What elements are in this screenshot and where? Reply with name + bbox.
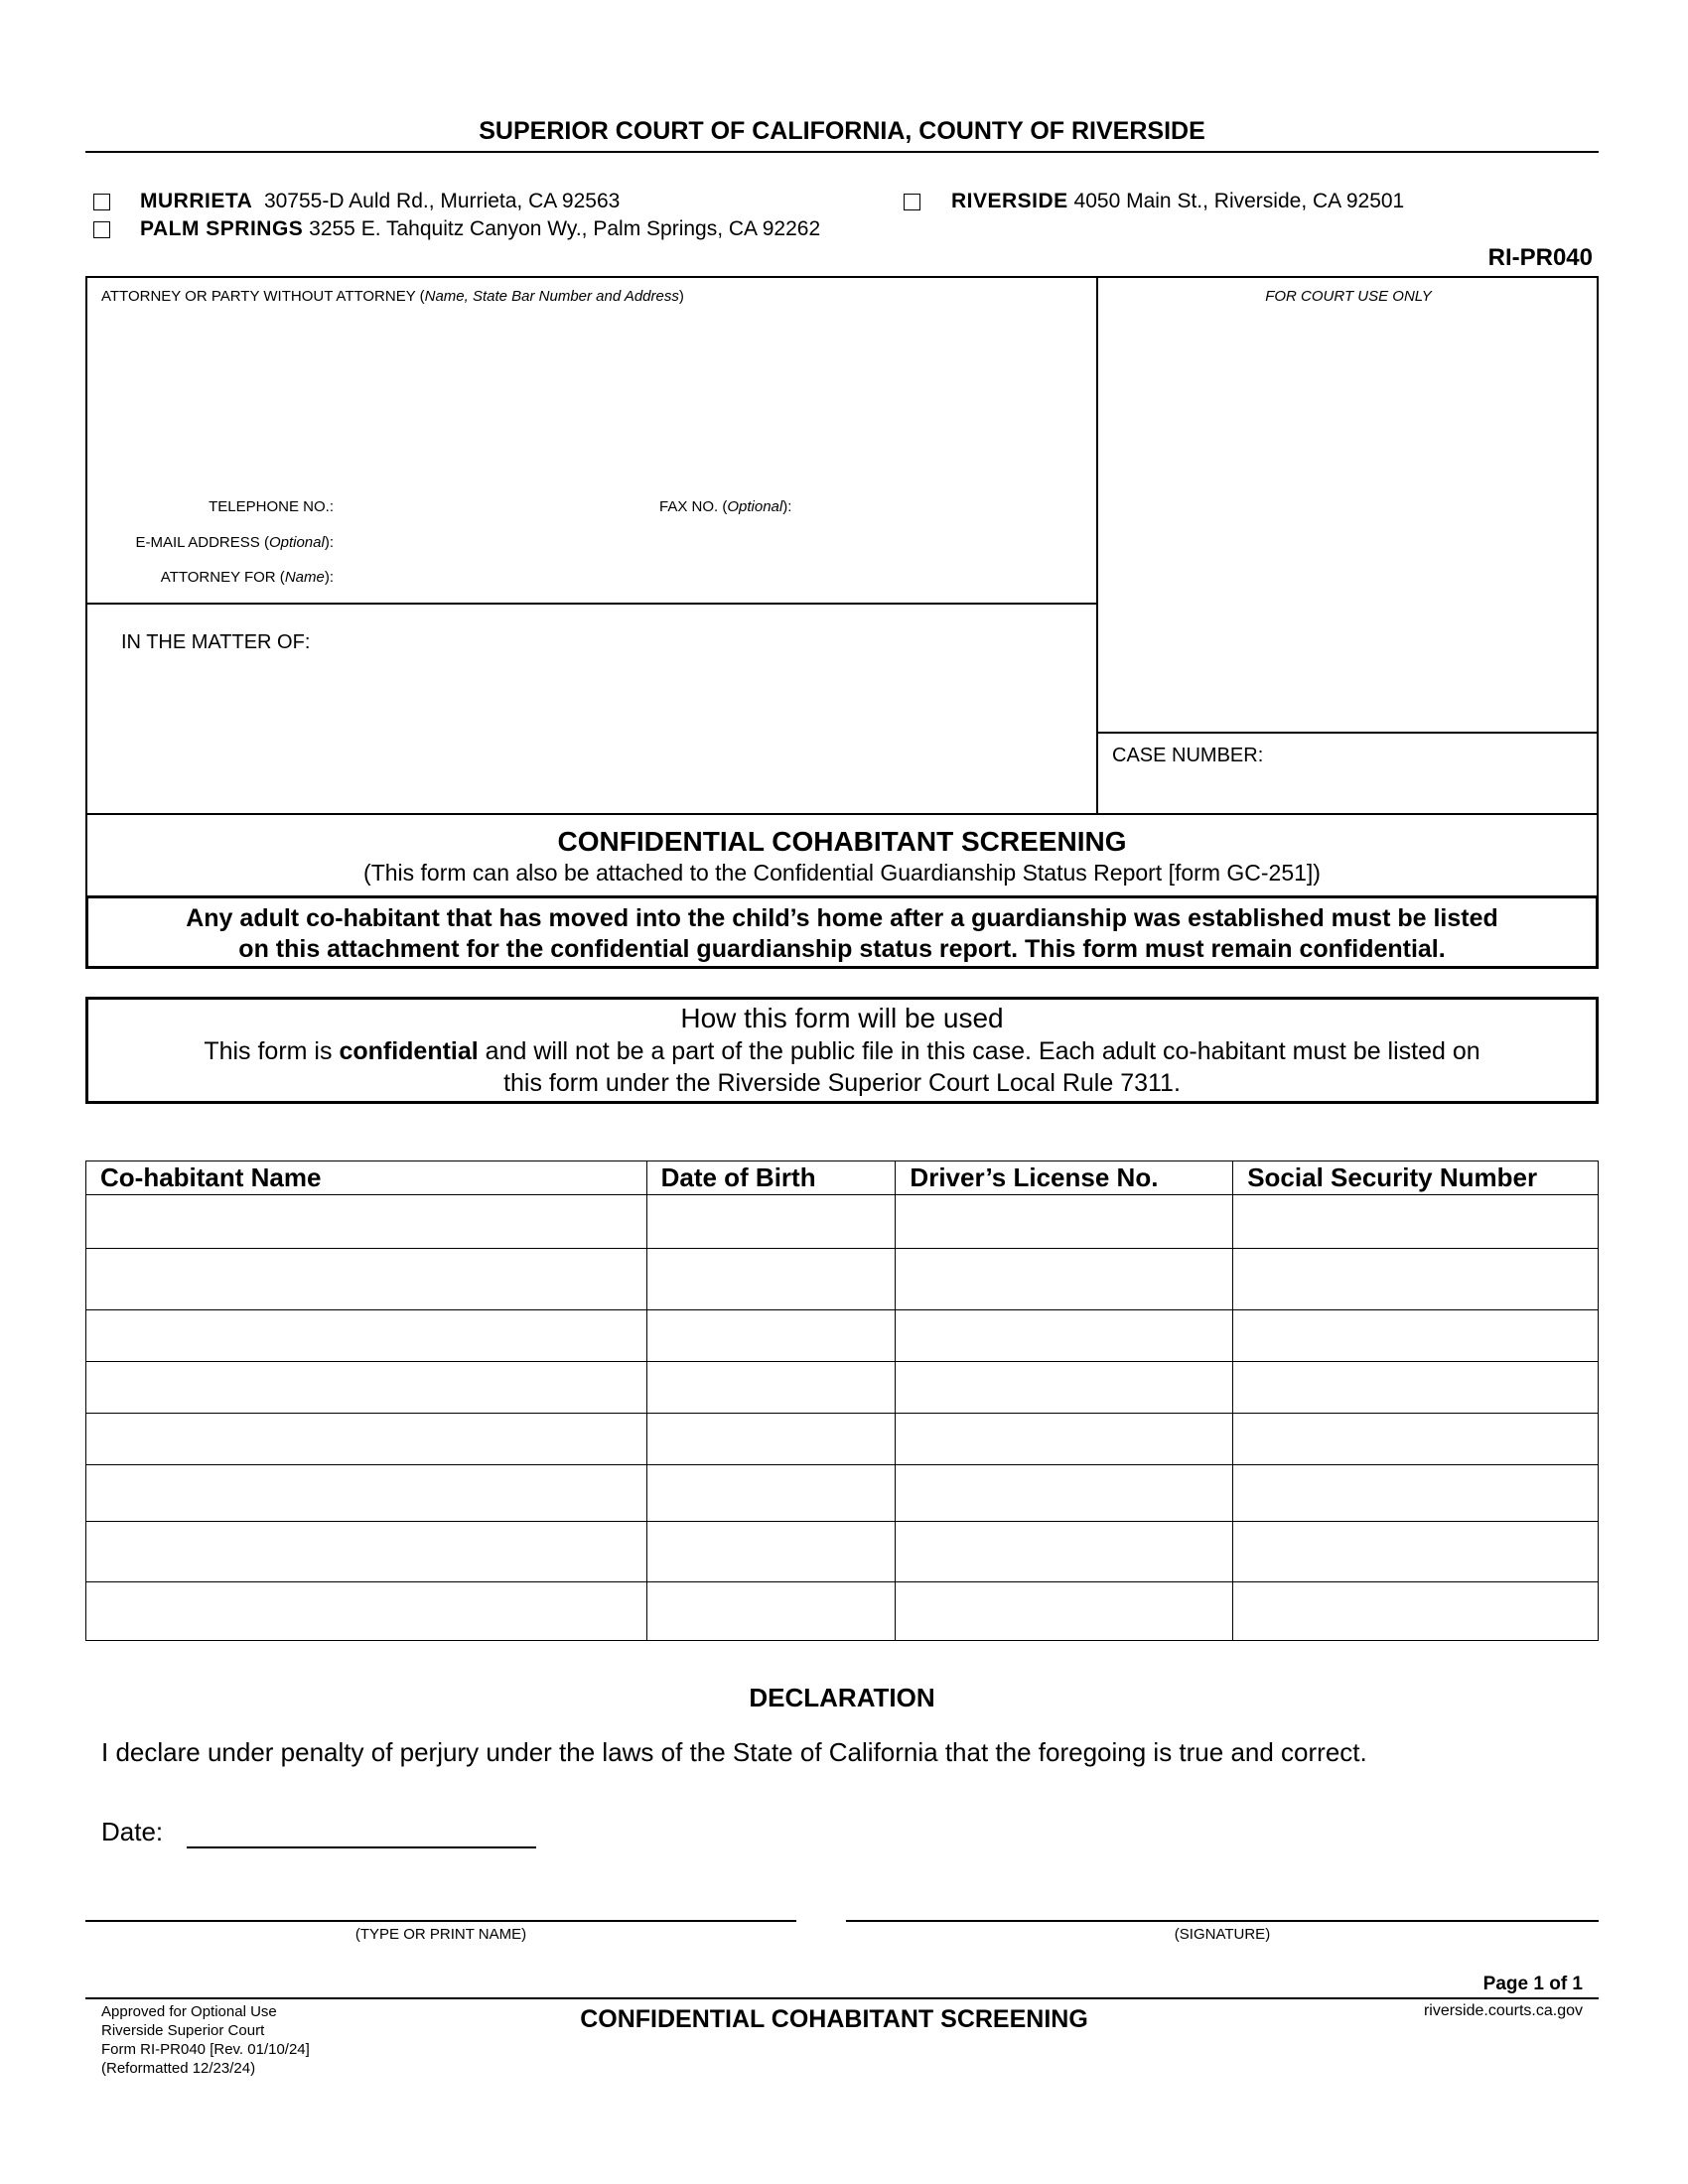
header-rule (85, 151, 1599, 153)
col-header-name: Co-habitant Name (86, 1161, 647, 1195)
palm-springs-address: 3255 E. Tahquitz Canyon Wy., Palm Springs, CA 92262 (309, 217, 821, 240)
dob-cell[interactable] (646, 1310, 896, 1362)
cohabitant-table (85, 1160, 1599, 1641)
murrieta-location (140, 190, 620, 213)
murrieta-name: MURRIETA (140, 190, 253, 212)
attorney-label (101, 288, 684, 305)
attorney-info-field[interactable] (85, 314, 1096, 600)
date-field[interactable] (187, 1813, 536, 1848)
dob-cell[interactable] (646, 1195, 896, 1249)
usage-heading: How this form will be used (680, 1003, 1004, 1033)
riverside-address: 4050 Main St., Riverside, CA 92501 (1073, 190, 1405, 212)
case-number-divider (1096, 732, 1599, 734)
name-cell[interactable] (86, 1310, 647, 1362)
table-row (86, 1414, 1599, 1465)
dob-cell[interactable] (646, 1465, 896, 1522)
attorney-label-text: ATTORNEY OR PARTY WITHOUT ATTORNEY ( (101, 288, 425, 305)
footer-line: Riverside Superior Court (101, 2022, 265, 2039)
footer-rule (85, 1997, 1599, 1999)
murrieta-address: 30755-D Auld Rd., Murrieta, CA 92563 (263, 190, 621, 212)
usage-text-post: and will not be a part of the public file in this case. Each adult co-habitant must be listed on (478, 1037, 1480, 1065)
footer-website[interactable]: riverside.courts.ca.gov (1423, 2002, 1583, 2019)
table-row (86, 1310, 1599, 1362)
form-subtitle: (This form can also be attached to the Confidential Guardianship Status Report [form GC-251]) (363, 860, 1321, 886)
table-row (86, 1465, 1599, 1522)
print-name-field[interactable] (85, 1886, 796, 1922)
name-cell[interactable] (86, 1362, 647, 1414)
name-cell[interactable] (86, 1195, 647, 1249)
dob-cell[interactable] (646, 1414, 896, 1465)
riverside-location (951, 190, 1404, 213)
email-label-text: E-MAIL ADDRESS ( (135, 534, 269, 551)
email-label-italic: Optional (268, 534, 325, 551)
usage-text (85, 1035, 1599, 1099)
title-top-rule (85, 813, 1599, 815)
print-name-caption: (TYPE OR PRINT NAME) (354, 1926, 527, 1943)
name-cell[interactable] (86, 1522, 647, 1582)
court-use-label: FOR COURT USE ONLY (1265, 288, 1432, 305)
name-cell[interactable] (86, 1249, 647, 1310)
attorney-label-end: ) (678, 288, 684, 305)
fax-label (659, 498, 791, 515)
form-title: CONFIDENTIAL COHABITANT SCREENING (557, 826, 1127, 857)
riverside-name: RIVERSIDE (951, 190, 1068, 212)
footer-title: CONFIDENTIAL COHABITANT SCREENING (580, 2005, 1088, 2033)
palm-springs-name: PALM SPRINGS (140, 217, 304, 240)
attorney-for-end: ): (324, 569, 334, 586)
form-id: RI-PR040 (1487, 244, 1593, 271)
fax-label-text: FAX NO. ( (659, 498, 728, 515)
declaration-text: I declare under penalty of perjury under the laws of the State of California that the foregoing is true and correct. (101, 1737, 1367, 1767)
dob-cell[interactable] (646, 1522, 896, 1582)
license-cell[interactable] (896, 1522, 1233, 1582)
ssn-cell[interactable] (1233, 1195, 1599, 1249)
license-cell[interactable] (896, 1249, 1233, 1310)
footer-line: Form RI-PR040 [Rev. 01/10/24] (101, 2041, 310, 2058)
telephone-label: TELEPHONE NO.: (209, 498, 334, 515)
fax-label-italic: Optional (727, 498, 783, 515)
signature-caption: (SIGNATURE) (1174, 1926, 1271, 1943)
table-row (86, 1522, 1599, 1582)
court-use-area (1098, 314, 1597, 729)
license-cell[interactable] (896, 1195, 1233, 1249)
case-number-label: CASE NUMBER: (1112, 745, 1264, 766)
col-header-license: Driver’s License No. (896, 1161, 1233, 1195)
matter-label: IN THE MATTER OF: (121, 631, 311, 653)
usage-line-2: this form under the Riverside Superior Court Local Rule 7311. (503, 1069, 1181, 1097)
dob-cell[interactable] (646, 1362, 896, 1414)
footer-line: (Reformatted 12/23/24) (101, 2060, 256, 2077)
dob-cell[interactable] (646, 1582, 896, 1641)
usage-text-bold: confidential (339, 1037, 479, 1065)
table-row (86, 1582, 1599, 1641)
license-cell[interactable] (896, 1465, 1233, 1522)
matter-field[interactable] (87, 655, 1094, 812)
court-title: SUPERIOR COURT OF CALIFORNIA, COUNTY OF RIVERSIDE (479, 117, 1205, 145)
table-row (86, 1249, 1599, 1310)
col-header-dob: Date of Birth (646, 1161, 896, 1195)
table-row (86, 1195, 1599, 1249)
name-cell[interactable] (86, 1582, 647, 1641)
notice-line-1: Any adult co-habitant that has moved into the child’s home after a guardianship was established must be listed (186, 904, 1498, 932)
table-header-row (86, 1161, 1599, 1195)
notice-text (85, 903, 1599, 965)
page-number: Page 1 of 1 (1482, 1974, 1583, 1994)
ssn-cell[interactable] (1233, 1249, 1599, 1310)
footer-line: Approved for Optional Use (101, 2003, 277, 2020)
email-label-end: ): (324, 534, 334, 551)
footer-left (101, 2002, 310, 2078)
ssn-cell[interactable] (1233, 1522, 1599, 1582)
ssn-cell[interactable] (1233, 1310, 1599, 1362)
declaration-heading: DECLARATION (749, 1683, 935, 1712)
col-header-ssn: Social Security Number (1233, 1161, 1599, 1195)
name-cell[interactable] (86, 1414, 647, 1465)
ssn-cell[interactable] (1233, 1362, 1599, 1414)
murrieta-checkbox[interactable] (93, 194, 110, 210)
license-cell[interactable] (896, 1362, 1233, 1414)
matter-divider (85, 603, 1098, 605)
attorney-for-text: ATTORNEY FOR ( (160, 569, 285, 586)
attorney-label-italic: Name, State Bar Number and Address (424, 288, 679, 305)
attorney-for-label (85, 569, 334, 586)
riverside-checkbox[interactable] (904, 194, 920, 210)
name-cell[interactable] (86, 1465, 647, 1522)
usage-text-pre: This form is (204, 1037, 340, 1065)
usage-line-1 (85, 1035, 1599, 1067)
email-label (85, 534, 334, 551)
signature-field[interactable] (846, 1886, 1599, 1922)
license-cell[interactable] (896, 1414, 1233, 1465)
attorney-for-italic: Name (284, 569, 325, 586)
ssn-cell[interactable] (1233, 1465, 1599, 1522)
notice-line-2: on this attachment for the confidential guardianship status report. This form must remain confidential. (238, 935, 1446, 963)
fax-label-end: ): (782, 498, 792, 515)
ssn-cell[interactable] (1233, 1414, 1599, 1465)
ssn-cell[interactable] (1233, 1582, 1599, 1641)
date-label: Date: (101, 1817, 164, 1846)
case-number-field[interactable] (1100, 770, 1597, 813)
table-row (86, 1362, 1599, 1414)
palm-springs-checkbox[interactable] (93, 221, 110, 238)
dob-cell[interactable] (646, 1249, 896, 1310)
license-cell[interactable] (896, 1310, 1233, 1362)
license-cell[interactable] (896, 1582, 1233, 1641)
palm-springs-location (140, 217, 820, 241)
